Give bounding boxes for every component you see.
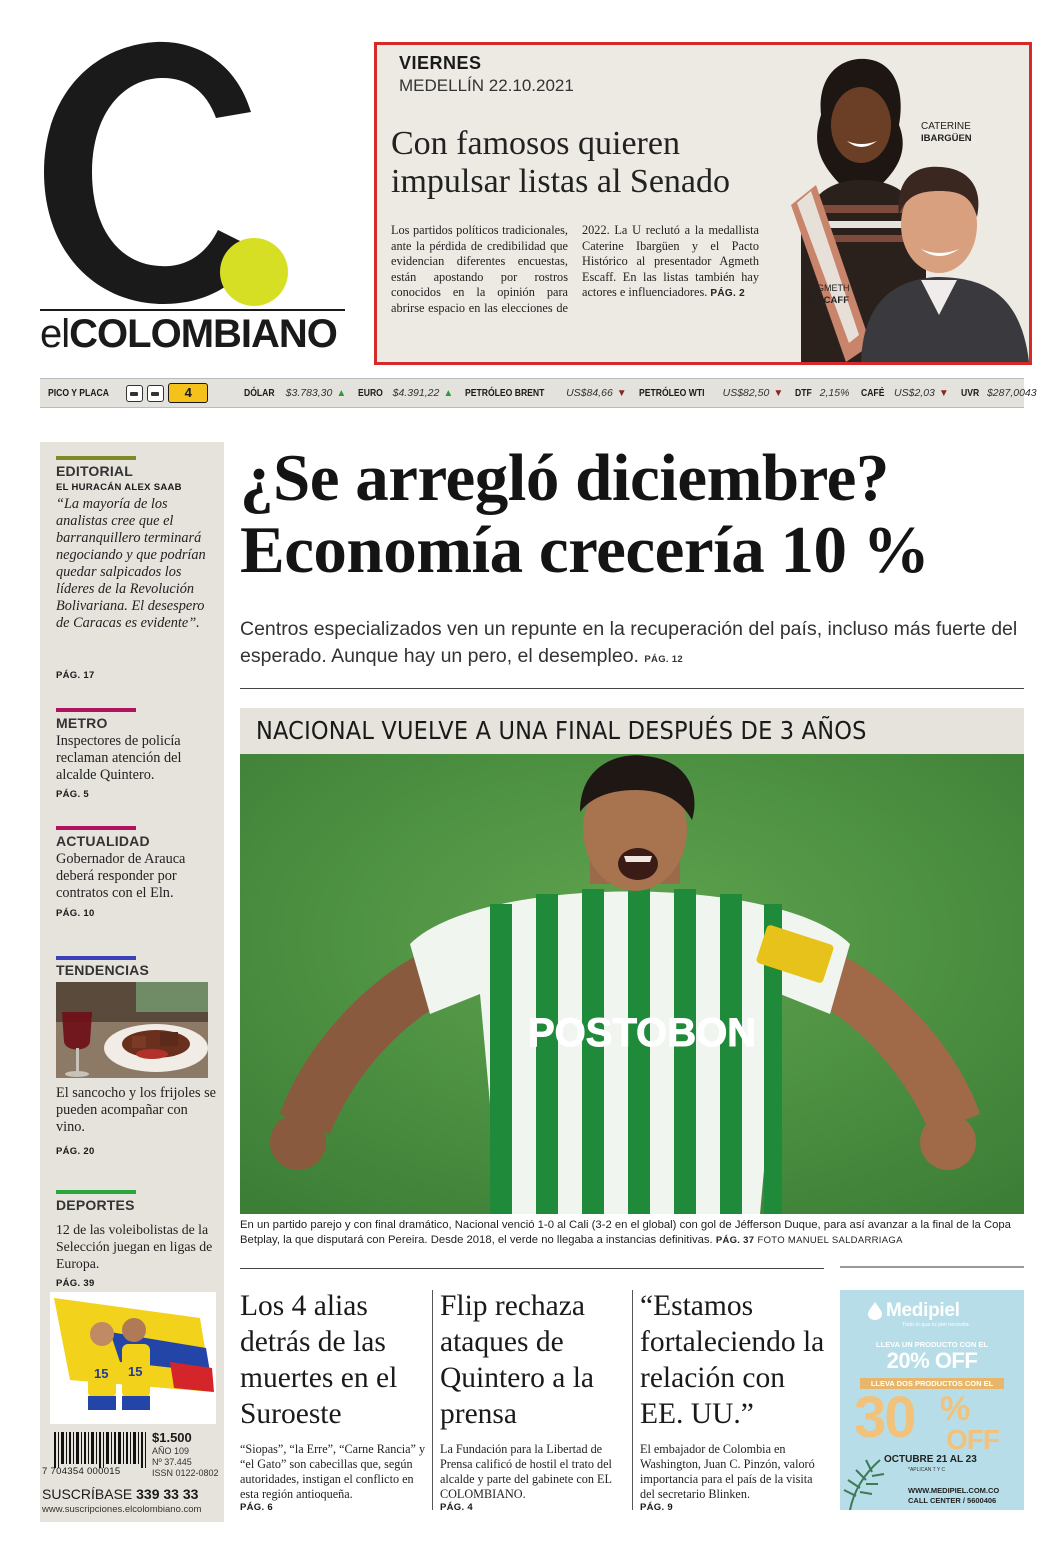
story-headline[interactable]: “Estamos fortaleciendo la relación con EE. UU.”: [640, 1290, 825, 1430]
subscribe-phone[interactable]: 339 33 33: [136, 1486, 199, 1502]
section-bar: [56, 456, 136, 460]
market-item-dolar: [244, 387, 346, 399]
newspaper-logo: [36, 22, 296, 312]
brand-name: COLOMBIANO: [69, 312, 337, 356]
logo-dot: [220, 238, 288, 306]
story-body: “Siopas”, “la Erre”, “Carne Rancia” y “el Gato” son cabecillas que, según autoridades, instigan el conflicto en esta región antioqueña.: [240, 1442, 426, 1501]
market-label: PETRÓLEO WTI: [638, 387, 705, 399]
ad-promo2-pct: %: [940, 1390, 971, 1428]
section-bar: [56, 826, 136, 830]
section-title-metro[interactable]: METRO: [56, 715, 108, 731]
photo-story-bar[interactable]: [240, 708, 1024, 754]
ad-tagline: Todo lo que tu piel necesita: [902, 1322, 969, 1328]
actualidad-text[interactable]: Gobernador de Arauca deberá responder por contratos con el Eln.: [56, 851, 186, 901]
story-body: La Fundación para la Libertad de Prensa calificó de hostil el trato del alcalde y parte del gabinete con EL COLOMBIANO.: [440, 1442, 612, 1501]
market-value: US$84,66: [566, 387, 613, 399]
taxi-icon: [147, 385, 164, 402]
market-label: DÓLAR: [244, 387, 275, 399]
market-bar: [40, 378, 1037, 408]
story-2[interactable]: [440, 1288, 630, 1513]
jersey-sponsor: POSTOBON: [528, 1011, 757, 1055]
photo-story-title: NACIONAL VUELVE A UNA FINAL DESPUÉS DE 3 AÑOS: [256, 716, 867, 745]
pico-y-placa: [48, 383, 208, 403]
section-bar: [56, 1190, 136, 1194]
top-teaser[interactable]: [374, 42, 1032, 365]
ad-dates: OCTUBRE 21 AL 23: [884, 1454, 977, 1465]
ad-promo1: 20% OFF: [886, 1348, 978, 1373]
brand-wordmark[interactable]: [40, 312, 337, 357]
column-divider: [632, 1290, 633, 1510]
arrow-up-icon: ▲: [443, 387, 454, 399]
pico-value: 4: [168, 383, 208, 403]
market-value: US$82,50: [722, 387, 770, 399]
story-1[interactable]: [240, 1288, 430, 1513]
editorial-page: PÁG. 17: [56, 670, 95, 681]
main-deck-text: Centros especializados ven un repunte en la recuperación del país, incluso más fuerte del esperado. Aunque hay un pero, el desempleo.: [240, 618, 1018, 667]
market-label: PETRÓLEO BRENT: [465, 387, 545, 399]
story-headline[interactable]: Los 4 alias detrás de las muertes en el Suroeste: [240, 1290, 398, 1430]
ad-line2: LLEVA DOS PRODUCTOS CON EL: [860, 1378, 1004, 1389]
market-value: $4.391,22: [392, 387, 440, 399]
divider: [840, 1266, 1024, 1268]
issue-year: AÑO 109: [152, 1446, 190, 1456]
main-headline-line1: ¿Se arregló diciembre?: [240, 441, 889, 515]
story-page: PÁG. 6: [240, 1502, 273, 1513]
ad-line1: LLEVA UN PRODUCTO CON EL: [876, 1340, 988, 1349]
section-bar: [56, 956, 136, 960]
person1-first-name: CATERINE: [921, 121, 971, 132]
person2-last-name: ESCAFF: [811, 295, 849, 306]
palm-leaf-icon: [840, 1450, 900, 1510]
market-item-euro: [358, 387, 453, 399]
ad-fine-print: *APLICAN T Y C: [908, 1467, 946, 1473]
ad-url[interactable]: WWW.MEDIPIEL.COM.CO: [908, 1486, 1000, 1495]
car-icon: [126, 385, 143, 402]
metro-page: PÁG. 5: [56, 789, 89, 800]
market-label: UVR: [960, 387, 979, 399]
subscribe-label: SUSCRÍBASE: [42, 1486, 133, 1502]
market-value: 2,15%: [819, 387, 850, 399]
teaser-body-text: Los partidos políticos tradicionales, ante la pérdida de credibilidad que evidencian diferentes encuestas, están apostando por rostros conocidos en la opinión para abrirse espacio en las elecciones de 2022. La U reclutó a la medallista Caterine Ibargüen y el Pacto Histórico al presentador Agmeth Escaff. En las listas también hay actores e influenciadores.: [391, 223, 759, 315]
caption-page: PÁG. 37: [715, 1235, 755, 1246]
market-label: CAFÉ: [861, 387, 885, 399]
market-item-brent: [465, 387, 626, 399]
market-item-dtf: [795, 387, 849, 399]
arrow-up-icon: ▲: [336, 387, 347, 399]
issn: ISSN 0122-0802: [152, 1468, 219, 1478]
market-label: EURO: [358, 387, 384, 399]
soccer-player-photo: [240, 754, 1024, 1214]
market-value: US$2,03: [894, 387, 935, 399]
market-item-uvr: [961, 387, 1037, 399]
edition-day: VIERNES: [399, 53, 482, 73]
market-value: $3.783,30: [285, 387, 333, 399]
market-label: DTF: [795, 387, 812, 399]
main-headline-line2: Economía crecería 10 %: [240, 513, 930, 587]
arrow-down-icon: ▼: [616, 387, 627, 399]
cover-price: $1.500: [152, 1430, 192, 1445]
editorial-quote[interactable]: “La mayoría de los analistas cree que el barranquillero terminará negociando y que podrían quedar salpicados los líderes de la Revolución Bolivariana. El desespero de Caracas es evidente”.: [56, 496, 206, 631]
volleyball-players-photo: [50, 1292, 216, 1424]
photo-caption: [240, 1218, 1024, 1248]
droplet-icon: [868, 1302, 882, 1320]
story-headline[interactable]: Flip rechaza ataques de Quintero a la prensa: [440, 1290, 594, 1430]
teaser-headline[interactable]: Con famosos quieren impulsar listas al Senado: [391, 125, 731, 200]
section-title-actualidad[interactable]: ACTUALIDAD: [56, 833, 150, 849]
story-page: PÁG. 4: [440, 1502, 473, 1513]
person2-first-name: AGMETH: [811, 283, 850, 293]
arrow-down-icon: ▼: [773, 387, 784, 399]
subscribe-url[interactable]: www.suscripciones.elcolombiano.com: [42, 1504, 202, 1515]
teaser-body: [391, 223, 759, 316]
main-headline[interactable]: [240, 442, 1040, 586]
medipiel-ad[interactable]: [840, 1290, 1024, 1510]
section-bar: [56, 708, 136, 712]
teaser-page: PÁG. 2: [710, 288, 745, 299]
caption-credit: FOTO MANUEL SALDARRIAGA: [757, 1235, 903, 1246]
brand-prefix: el: [40, 312, 70, 356]
divider: [240, 1268, 824, 1269]
caption-text: En un partido parejo y con final dramático, Nacional venció 1-0 al Cali (3-2 en el global) con gol de Jéfferson Duque, para así avanzar a la final de la Copa Betplay, la que disputará con Pereira. Desde 2018, el verde no llegaba a instancias definitivas.: [240, 1219, 1011, 1246]
sidebar: [40, 442, 224, 1522]
market-value: $287,0043: [986, 387, 1037, 399]
politicians-photo: [761, 45, 1029, 362]
editorial-subtitle: EL HURACÁN ALEX SAAB: [56, 482, 182, 493]
section-title-deportes[interactable]: DEPORTES: [56, 1197, 135, 1213]
barcode: [54, 1432, 148, 1468]
section-title-tendencias[interactable]: TENDENCIAS: [56, 962, 150, 978]
ad-promo2-number: 30: [854, 1385, 915, 1450]
ad-brand: Medipiel: [886, 1300, 960, 1321]
person1-last-name: IBARGÜEN: [921, 133, 972, 144]
subscribe-line[interactable]: [42, 1486, 198, 1502]
arrow-down-icon: ▼: [938, 387, 949, 399]
deportes-page: PÁG. 39: [56, 1278, 95, 1289]
ad-callcenter: CALL CENTER / 5600406: [908, 1496, 997, 1505]
pico-label: PICO Y PLACA: [48, 387, 109, 399]
market-item-wti: [639, 387, 784, 399]
edition-date: MEDELLÍN 22.10.2021: [399, 76, 574, 95]
main-deck: [240, 616, 1030, 673]
issue-meta: [152, 1446, 219, 1479]
column-divider: [432, 1290, 433, 1510]
tendencias-text[interactable]: El sancocho y los frijoles se pueden acompañar con vino.: [56, 1085, 217, 1135]
market-item-cafe: [861, 387, 948, 399]
svg-text:15: 15: [128, 1364, 143, 1379]
issue-number: Nº 37.445: [152, 1457, 192, 1467]
logo-rule: [40, 309, 345, 311]
deportes-text[interactable]: 12 de las voleibolistas de la Selección juegan en ligas de Europa.: [56, 1222, 213, 1271]
ad-promo2-off: OFF: [946, 1424, 999, 1455]
tendencias-page: PÁG. 20: [56, 1146, 95, 1157]
story-page: PÁG. 9: [640, 1502, 673, 1513]
story-3[interactable]: [640, 1288, 830, 1513]
svg-text:15: 15: [94, 1366, 109, 1381]
metro-text[interactable]: Inspectores de policía reclaman atención del alcalde Quintero.: [56, 733, 182, 783]
divider: [240, 688, 1024, 689]
section-title-editorial[interactable]: EDITORIAL: [56, 463, 133, 479]
actualidad-page: PÁG. 10: [56, 908, 95, 919]
main-deck-page: PÁG. 12: [644, 654, 683, 665]
wine-and-food-photo: [56, 982, 208, 1078]
story-body: El embajador de Colombia en Washington, Juan C. Pinzón, valoró importancia para el país de la visita del secretario Blinken.: [640, 1442, 815, 1501]
barcode-number: 7 704354 000015: [42, 1466, 121, 1477]
